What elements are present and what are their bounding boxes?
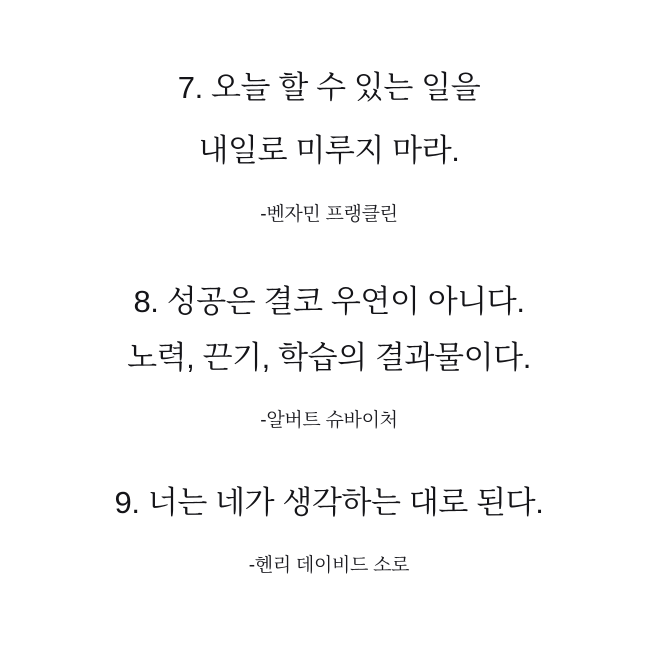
quote-block-8 (40, 286, 618, 432)
quote-line: 9. 너는 네가 생각하는 대로 된다. (114, 485, 544, 520)
quote-line: 노력, 끈기, 학습의 결과물이다. (127, 340, 531, 375)
quote-line: 7. 오늘 할 수 있는 일을 (177, 70, 481, 105)
quote-attribution: -알버트 슈바이처 (260, 410, 398, 431)
quote-attribution: -헨리 데이비드 소로 (248, 555, 410, 576)
quote-block-9 (40, 487, 618, 577)
quote-block-7 (40, 50, 618, 226)
quote-line: 8. 성공은 결코 우연이 아니다. (133, 284, 525, 319)
quote-attribution: -벤자민 프랭클린 (260, 204, 398, 225)
quote-line: 내일로 미루지 마라. (198, 133, 460, 168)
